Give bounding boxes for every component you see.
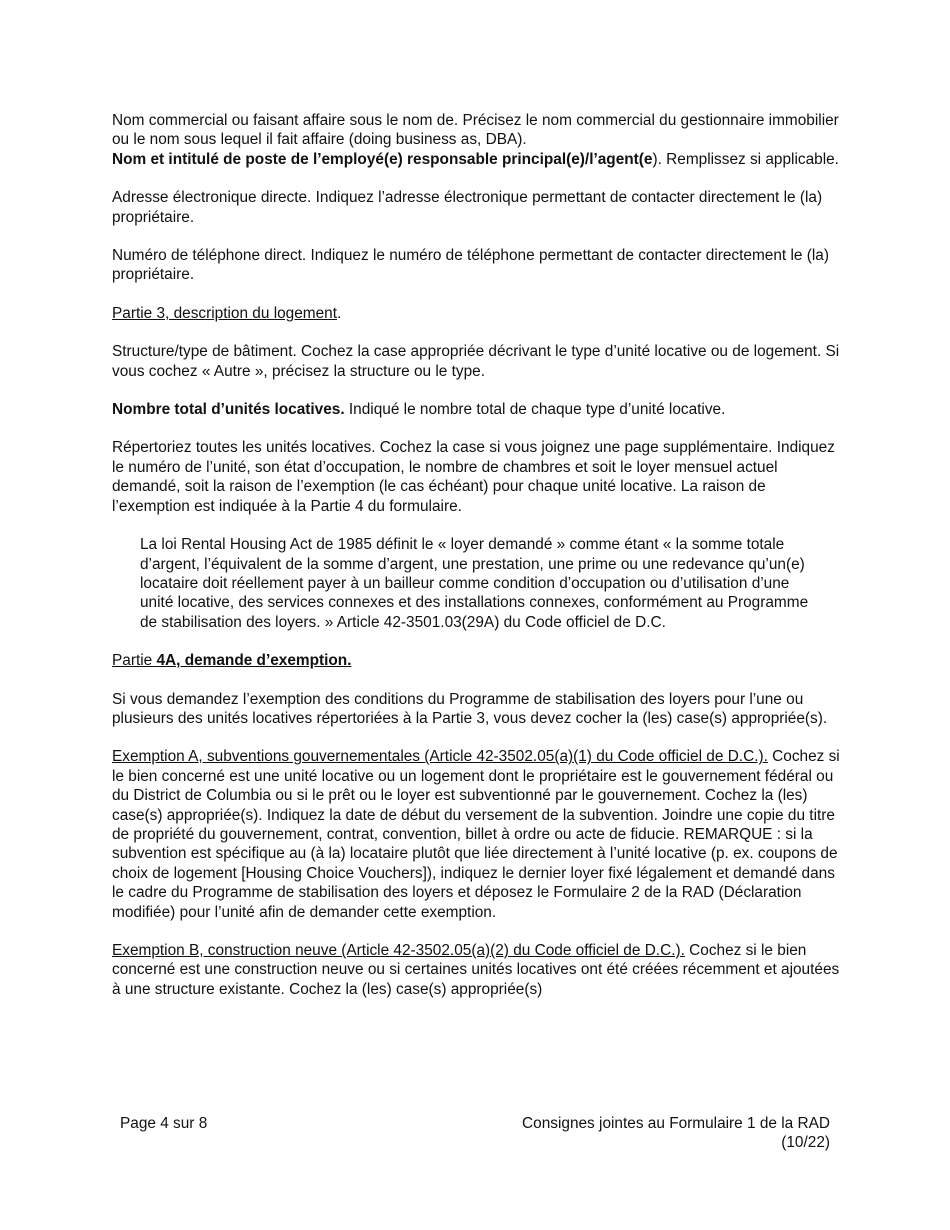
email-paragraph: Adresse électronique directe. Indiquez l’adresse électronique permettant de contacter directement le (la) propriétaire. xyxy=(112,189,823,226)
structure-paragraph: Structure/type de bâtiment. Cochez la case appropriée décrivant le type d’unité locative ou de logement. Si vous cochez « Autre », précisez la structure ou le type. xyxy=(112,343,840,380)
document-body xyxy=(112,111,842,999)
total-units-label: Nombre total d’unités locatives. xyxy=(112,401,345,419)
form-reference xyxy=(470,1114,830,1153)
exemption-b-body: Cochez si le bien concerné est une construction neuve ou si certaines unités locatives ont été créées récemment et ajoutées à une structure existante. Cochez la (les) case(s) appropriée(s) xyxy=(112,942,840,998)
trade-name-paragraph xyxy=(112,111,842,150)
part4a-heading-text: 4A, demande d’exemption. xyxy=(156,652,352,670)
exemption-a-paragraph xyxy=(112,747,842,922)
phone-paragraph: Numéro de téléphone direct. Indiquez le numéro de téléphone permettant de contacter directement le (la) propriétaire. xyxy=(112,247,829,284)
part4a-heading xyxy=(112,651,842,670)
employee-text: ). Remplissez si applicable. xyxy=(652,150,839,168)
total-units-text: Indiqué le nombre total de chaque type d’unité locative. xyxy=(344,401,726,419)
part3-heading-text: Partie 3, description du logement xyxy=(112,304,338,322)
exemption-intro-paragraph: Si vous demandez l’exemption des conditions du Programme de stabilisation des loyers pour l’une ou plusieurs des unités locatives répertoriées à la Partie 3, vous devez cocher la (les) case(s) appropriée(s). xyxy=(112,690,828,727)
trade-name-label: Nom commercial ou faisant affaire sous le nom de. xyxy=(112,112,459,129)
exemption-b-title: Exemption B, construction neuve (Article 42-3502.05(a)(2) du Code officiel de D.C.). xyxy=(112,942,685,959)
page-number: Page 4 sur 8 xyxy=(120,1115,208,1132)
rent-definition-quote: La loi Rental Housing Act de 1985 définit le « loyer demandé » comme étant « la somme totale d’argent, l’équivalent de la somme d’argent, une prestation, une prime ou une redevance qu’un(e) locataire doit réellement payer à un bailleur comme condition d’occupation ou d’utilisation d’une unité locative, des services connexes et des installations connexes, conformément au Programme de stabilisation des loyers. » Article 42-3501.03(29A) du Code officiel de D.C. xyxy=(140,536,809,631)
exemption-b-paragraph xyxy=(112,941,842,999)
part4a-heading-prefix: Partie xyxy=(112,652,157,670)
employee-label: Nom et intitulé de poste de l’employé(e) responsable principal(e)/l’agent(e xyxy=(112,150,653,168)
part3-heading-dot: . xyxy=(337,304,342,322)
list-units-paragraph: Répertoriez toutes les unités locatives. Cochez la case si vous joignez une page supplémentaire. Indiquez le numéro de l’unité, son état d’occupation, le nombre de chambres et soit le loyer mensuel actuel demandé, soit la raison de l’exemption (le cas échéant) pour chaque unité locative. La raison de l’exemption est indiquée à la Partie 4 du formulaire. xyxy=(112,439,835,515)
exemption-a-title: Exemption A, subventions gouvernementales (Article 42-3502.05(a)(1) du Code officiel de D.C.). xyxy=(112,748,768,766)
employee-paragraph xyxy=(112,150,842,169)
form-reference-title: Consignes jointes au Formulaire 1 de la RAD xyxy=(522,1115,830,1132)
form-reference-date: (10/22) xyxy=(781,1134,830,1152)
part3-heading xyxy=(112,304,842,323)
trade-name-text: Précisez le nom commercial du gestionnaire immobilier ou le nom sous lequel il fait affaire (doing business as, DBA). xyxy=(112,112,839,149)
total-units-paragraph xyxy=(112,400,842,419)
exemption-a-body: Cochez si le bien concerné est une unité locative ou un logement dont le propriétaire est le gouvernement fédéral ou du District de Columbia ou si le prêt ou le loyer est subventionné par le gouvernement. Cochez la (les) case(s) appropriée(s). Indiquez la date de début du versement de la subvention. Joindre une copie du titre de propriété du gouvernement, contrat, convention, billet à ordre ou acte de fiducie. REMARQUE : si la subvention est spécifique au (à la) locataire plutôt que liée directement à l’unité locative (p. ex. coupons de choix de logement [Housing Choice Vouchers]), indiquez le dernier loyer fixé légalement et demandé dans le cadre du Programme de stabilisation des loyers et déposez le Formulaire 2 de la RAD (Déclaration modifiée) pour l’unité afin de demander cette exemption. xyxy=(112,748,840,921)
